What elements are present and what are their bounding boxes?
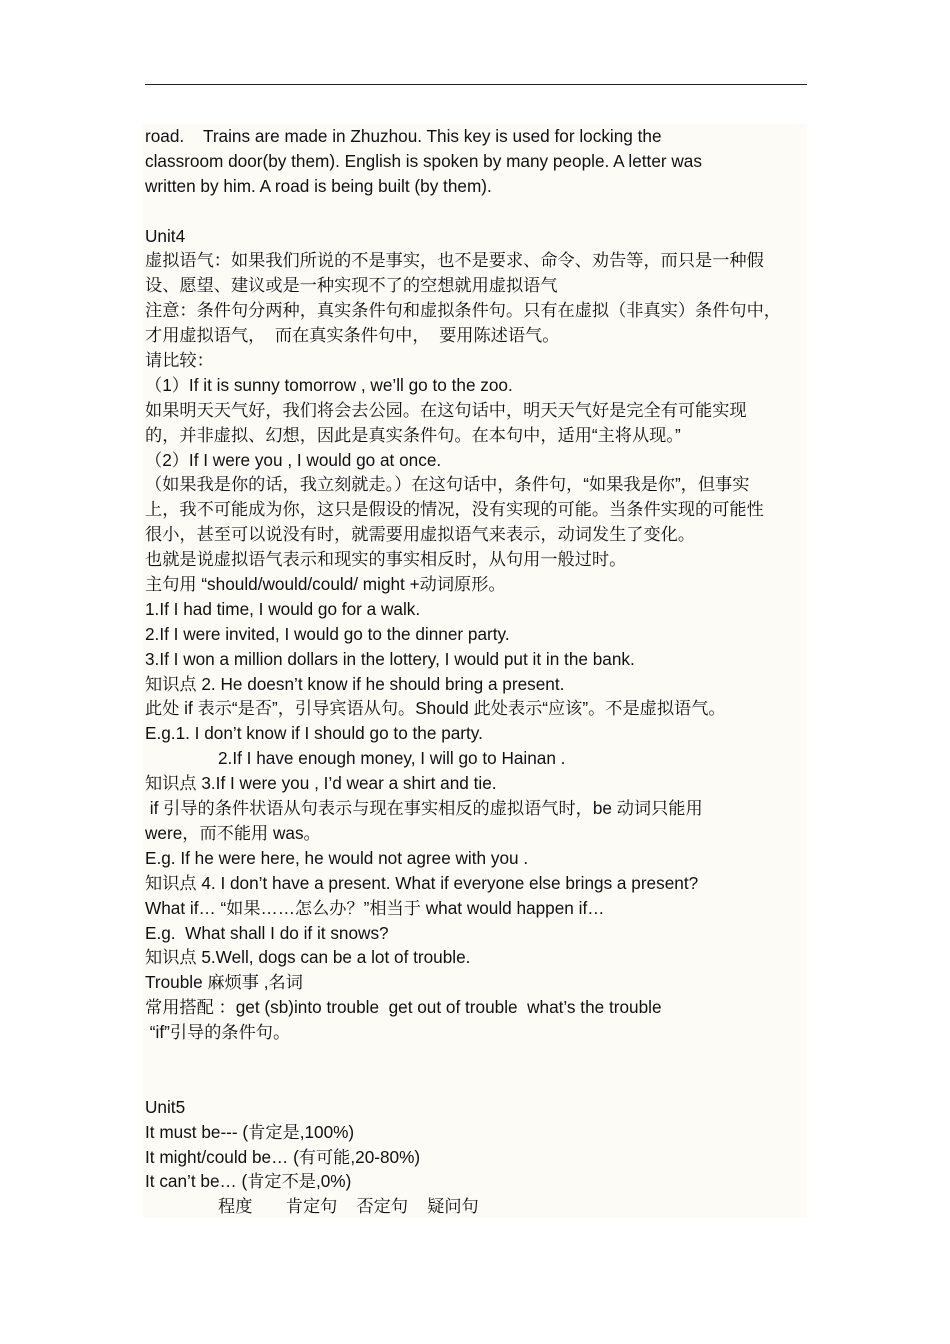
example-line: 1.If I had time, I would go for a walk. <box>145 598 421 619</box>
text-line: 的，并非虚拟、幻想，因此是真实条件句。在本句中，适用“主将从现。” <box>145 424 681 445</box>
text-line: 知识点 4. I don’t have a present. What if everyone else brings a present? <box>145 872 699 893</box>
text-line: 很小，甚至可以说没有时，就需要用虚拟语气来表示，动词发生了变化。 <box>145 524 696 545</box>
text-line: 也就是说虚拟语气表示和现实的事实相反时，从句用一般过时。 <box>145 549 627 570</box>
text-line: 注意：条件句分两种，真实条件句和虚拟条件句。只有在虚拟（非真实）条件句中， <box>145 300 781 321</box>
blank-line <box>145 1045 809 1070</box>
table-header-line: 程度 肯定句 否定句 疑问句 <box>218 1196 479 1217</box>
text-line: written by him. A road is being built (by them). <box>145 175 492 196</box>
text-line: 此处 if 表示“是否”，引导宾语从句。Should 此处表示“应该”。不是虚拟语气。 <box>145 698 726 719</box>
text-line: （2）If I were you , I would go at once. <box>145 449 442 470</box>
example-line: 2.If I were invited, I would go to the dinner party. <box>145 623 510 644</box>
text-line: It might/could be… (有可能,20-80%) <box>145 1146 421 1167</box>
text-line: 知识点 3.If I were you , I’d wear a shirt and tie. <box>145 773 497 794</box>
section-heading-unit4: Unit4 <box>145 225 186 246</box>
text-line: 才用虚拟语气， 而在真实条件句中， 要用陈述语气。 <box>145 325 560 346</box>
text-line: “if”引导的条件句。 <box>145 1022 291 1043</box>
example-line: E.g. If he were here, he would not agree with you . <box>145 847 529 868</box>
text-line: 上，我不可能成为你，这只是假设的情况，没有实现的可能。当条件实现的可能性 <box>145 499 764 520</box>
text-line: 知识点 2. He doesn’t know if he should bring a present. <box>145 673 565 694</box>
text-line: road. Trains are made in Zhuzhou. This key is used for locking the <box>145 126 662 146</box>
blank-line <box>145 1070 809 1095</box>
example-line: 2.If I have enough money, I will go to Hainan . <box>218 748 566 769</box>
document-body <box>145 124 809 1219</box>
text-line: 虚拟语气：如果我们所说的不是事实，也不是要求、命令、劝告等，而只是一种假 <box>145 250 764 271</box>
text-line: 常用搭配 ：get (sb)into trouble get out of trouble what’s the trouble <box>145 997 662 1018</box>
blank-line <box>145 199 809 224</box>
text-line: What if… “如果……怎么办？”相当于 what would happen if… <box>145 897 605 918</box>
text-line: 主句用 “should/would/could/ might +动词原形。 <box>145 574 506 595</box>
text-line: （如果我是你的话，我立刻就走。）在这句话中，条件句，“如果我是你”，但事实 <box>145 474 750 495</box>
text-line: It can’t be… (肯定不是,0%) <box>145 1171 352 1192</box>
text-line: （1）If it is sunny tomorrow , we’ll go to the zoo. <box>145 374 513 395</box>
text-line: 请比较： <box>145 350 214 371</box>
text-line: classroom door(by them). English is spoken by many people. A letter was <box>145 150 702 171</box>
text-line: 如果明天天气好，我们将会去公园。在这句话中，明天天气好是完全有可能实现 <box>145 399 747 420</box>
text-line: 知识点 5.Well, dogs can be a lot of trouble. <box>145 947 471 968</box>
text-line: It must be--- (肯定是,100%) <box>145 1121 355 1142</box>
example-line: E.g.1. I don’t know if I should go to the party. <box>145 723 483 744</box>
section-heading-unit5: Unit5 <box>145 1096 186 1117</box>
text-line: were，而不能用 was。 <box>145 822 321 843</box>
text-line: 设、愿望、建议或是一种实现不了的空想就用虚拟语气 <box>145 275 558 296</box>
example-line: 3.If I won a million dollars in the lottery, I would put it in the bank. <box>145 648 635 669</box>
text-line: if 引导的条件状语从句表示与现在事实相反的虚拟语气时，be 动词只能用 <box>145 798 703 819</box>
header-rule <box>145 84 807 85</box>
example-line: E.g. What shall I do if it snows? <box>145 922 389 943</box>
text-line: Trouble 麻烦事 ,名词 <box>145 972 303 993</box>
